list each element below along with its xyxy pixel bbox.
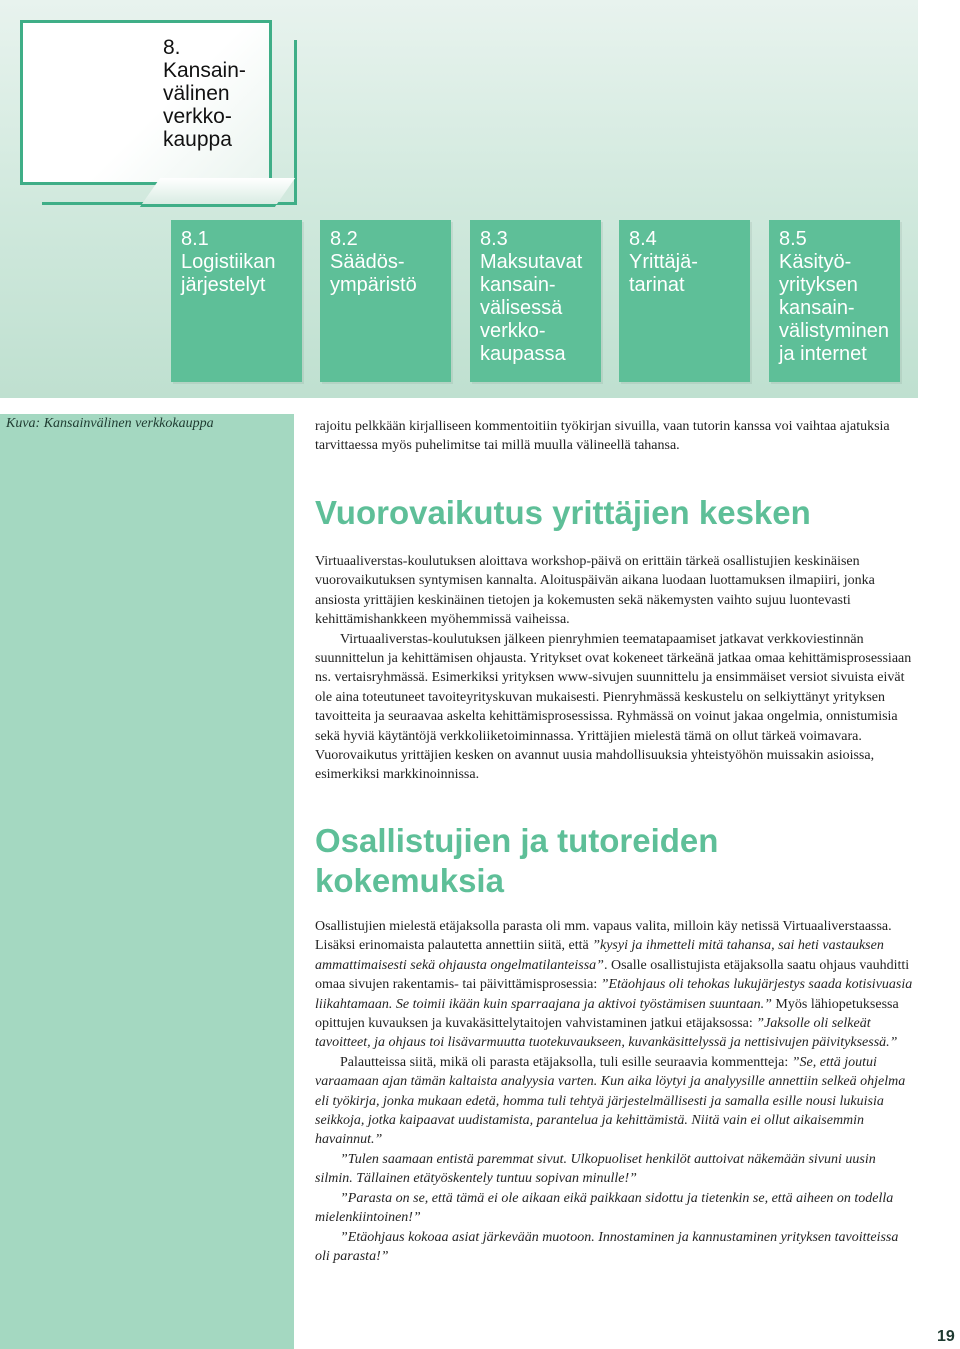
tab-8-4[interactable] [619,220,750,382]
text-run: Palautteissa siitä, mikä oli parasta etäjaksolla, tuli esille seuraavia kommentteja: [340,1054,792,1070]
text-run: Osallistujien mielestä etäjaksolla parasta oli mm. vapaus valita, milloin käy netissä Virtuaaliverstaassa. Lisäksi erinomaista palautetta annettiin siitä, että [315,919,892,954]
image-caption: Kuva: Kansainvälinen verkkokauppa [6,416,214,431]
quote-run: ”kysyi ja ihmetteli mitä tahansa, sai heti vastauksen ammattimaisesti sekä ohjausta ongelmatilanteissa” [315,938,884,973]
section-heading-vuorovaikutus: Vuorovaikutus yrittäjien kesken [315,494,811,531]
section2-paragraph-2 [315,1053,915,1150]
page-number: 19 [937,1328,955,1345]
tab-8-1[interactable] [171,220,302,382]
quote-paragraph: ”Etäohjaus kokoaa asiat järkevään muotoon. Innostaminen ja kannustaminen yrityksen tavoitteissa oli parasta!” [315,1229,899,1264]
tab-label: 8.4 Yrittäjä- tarinat [629,228,698,296]
tab-label: 8.1 Logistiikan järjestelyt [181,228,276,296]
text-run: Myös lähiopetuksessa opittujen kuvauksen ja kuvakäsittelytaitojen vahvistaminen jatkui etäjaksossa: [315,996,899,1032]
book-page-curl [140,178,295,207]
quote-run: ”Jaksolle oli selkeät tavoitteet, ja ohjaus toi lisävarmuutta tuotekuvaukseen, kuvankäsittelyssä ja nettisivujen päivityksessä.” [315,1016,898,1051]
section1-paragraph-2: Virtuaaliverstas-koulutuksen jälkeen pienryhmien teematapaamiset jatkavat verkkoviestinnän suunnittelun ja kehittämisen ohjausta. Yritykset ovat kokeneet tärkeänä jatkaa omaa kehittämisprosessiaan ns. vertaisryhmässä. Esimerkiksi yrityksen www-sivujen suunnittelu ja ensimmäiset versiot sivuista eivät ole aina toteutuneet tavoiteyrityskuvan mukaisesti. Pienryhmässä keskustelu on selkiyttänyt yrityksen tavoitteita ja seuraavaa askelta kehittämisprosessissa. Ryhmässä on voinut jakaa ongelmia, onnistumisia sekä hyviä käytäntöjä verkkoliiketoiminnassa. Yrittäjien mielestä tämä on ollut tärkeä voimavara. Vuorovaikutus yrittäjien kesken on avannut uusia mahdollisuuksia yhteistyöhön muissakin asioissa, esimerkiksi markkinoinnissa. [315,631,912,783]
text-run: . Osalle osallistujista etäjaksolla saatu ohjaus vauhditti omaa sivujen rakentamis- tai päivittämisprosessia: [315,957,910,993]
intro-text: rajoitu pelkkään kirjalliseen kommentoitiin työkirjan sivuilla, vaan tutorin kanssa voi vaihtaa ajatuksia tarvittaessa myös puhelimitse tai millä muulla välineellä tahansa. [315,419,890,454]
quote-run: ”Se, että joutui varaamaan ajan tämän kaltaista analyysia varten. Kun aika löytyi ja analyysille annettiin selkeä ohjelma eli työkirja, jonka mukaan edetä, homma tuli tehtyä järjestelmällisesti ja samalla esille nousi lukuisia seikkoja, jotka kaipaavat uudistamista, parantelua ja kehittämistä. Niitä vain ei ollut aikaisemmin havainnut.” [315,1054,906,1148]
tab-label: 8.2 Säädös- ympäristö [330,228,417,296]
tab-label: 8.3 Maksutavat kansain- välisessä verkko- kaupassa [480,228,583,365]
tab-8-3[interactable] [470,220,601,382]
intro-paragraph [315,417,915,456]
section2-paragraph-1 [315,917,915,1053]
section1-body [315,552,915,785]
section2-body [315,917,915,1266]
tab-8-5[interactable] [769,220,900,382]
tab-label: 8.5 Käsityö- yrityksen kansain- välistyminen ja internet [779,228,890,365]
image-sidebar [0,414,294,1349]
quote-run: ”Etäohjaus oli tehokas lukujärjestys saada kotisivuasia liikahtamaan. Se toimii ikään kuin sparraajana ja aktivoi työstämisen suuntaan.” [315,977,913,1012]
section-heading-kokemuksia: Osallistujien ja tutoreiden kokemuksia [315,822,719,899]
quote-paragraph: ”Tulen saamaan entistä paremmat sivut. Ulkopuoliset henkilöt auttoivat näkemään sivuni uusin silmin. Tällainen etätyöskentely tuntuu sopivan minulle!” [315,1151,876,1187]
tab-8-2[interactable] [320,220,451,382]
chapter-title: 8. Kansain- välinen verkko- kauppa [163,36,246,151]
quote-paragraph: ”Parasta on se, että tämä ei ole aikaan eikä paikkaan sidottu ja tietenkin se, että aiheen on todella mielenkiintoinen!” [315,1190,894,1226]
section1-paragraph-1: Virtuaaliverstas-koulutuksen aloittava workshop-päivä on erittäin tärkeä osallistujien keskinäisen vuorovaikutuksen syntymisen kannalta. Aloituspäivän aikana luodaan luottamuksen ilmapiiri, jonka ansiosta yrittäjien keskinäinen tietojen ja kokemusten sekä näkemysten vaihto sujuu luontevasti kehittämishankkeen myöhemmissä vaiheissa. [315,554,875,628]
